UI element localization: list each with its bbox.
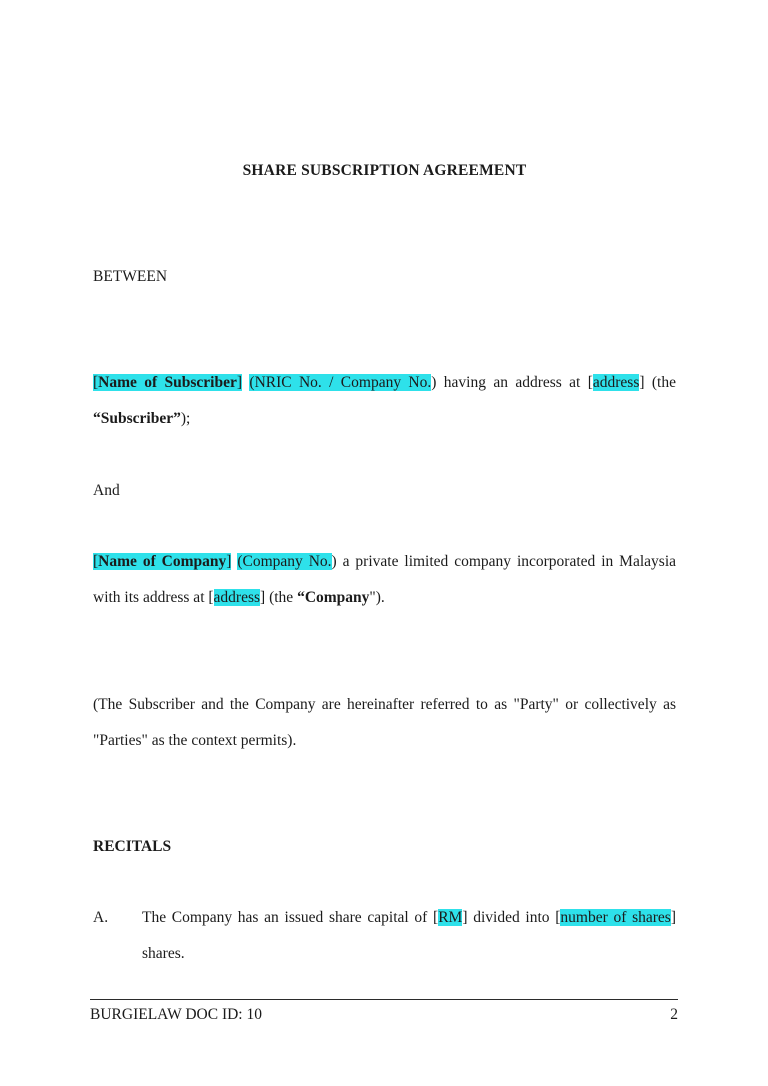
highlighted-placeholder: ]: [226, 553, 232, 570]
highlighted-placeholder: number of shares: [560, 909, 671, 926]
page-number: 2: [670, 1006, 678, 1023]
doc-line: [93, 687, 676, 723]
text-run: “Subscriber”: [93, 410, 181, 427]
text-run: ) having an address at [: [431, 374, 593, 391]
highlighted-placeholder: Name of Company: [98, 553, 227, 570]
text-run: ] (the: [260, 589, 298, 606]
text-run: shares.: [142, 945, 185, 962]
text-run: ").: [369, 589, 385, 606]
company-clause: [93, 544, 676, 616]
document-title: SHARE SUBSCRIPTION AGREEMENT: [242, 162, 527, 179]
recital-a-text: [142, 900, 676, 972]
doc-line: [93, 723, 676, 759]
text-run: (The Subscriber and the Company are hereinafter referred to as "Party" or collectively as: [93, 696, 676, 713]
recital-a-label: A.: [93, 909, 109, 926]
text-run: “Company: [297, 589, 370, 606]
text-run: "Parties" as the context permits).: [93, 732, 297, 749]
doc-line: [93, 544, 676, 580]
highlighted-placeholder: RM: [438, 909, 463, 926]
subscriber-clause: [93, 365, 676, 437]
highlighted-placeholder: [: [93, 374, 99, 391]
doc-line: [93, 365, 676, 401]
text-run: );: [180, 410, 191, 427]
highlighted-placeholder: address: [213, 589, 261, 606]
parties-clause: [93, 687, 676, 759]
highlighted-placeholder: ]: [236, 374, 243, 391]
recitals-heading: RECITALS: [93, 838, 172, 855]
text-run: with its address at [: [93, 589, 214, 606]
recital-a: [93, 900, 676, 972]
text-run: ] (the: [639, 374, 676, 391]
doc-line: [142, 900, 676, 936]
highlighted-placeholder: Name of Subscriber: [98, 374, 237, 391]
footer-doc-id: BURGIELAW DOC ID: 10: [90, 1006, 262, 1023]
text-run: The Company has an issued share capital of [: [142, 909, 439, 926]
highlighted-placeholder: (Company No.: [237, 553, 332, 570]
highlighted-placeholder: (NRIC No. / Company No.: [249, 374, 432, 391]
between-label: BETWEEN: [93, 268, 168, 285]
doc-line: [142, 936, 676, 972]
text-run: ]: [670, 909, 676, 926]
highlighted-placeholder: address: [592, 374, 640, 391]
and-label: And: [93, 482, 120, 499]
highlighted-placeholder: [: [93, 553, 99, 570]
page-footer: [90, 999, 678, 1025]
doc-line: [93, 580, 676, 616]
text-run: ] divided into [: [462, 909, 561, 926]
doc-line: [93, 401, 676, 437]
text-run: ) a private limited company incorporated in Malaysia: [331, 553, 676, 570]
